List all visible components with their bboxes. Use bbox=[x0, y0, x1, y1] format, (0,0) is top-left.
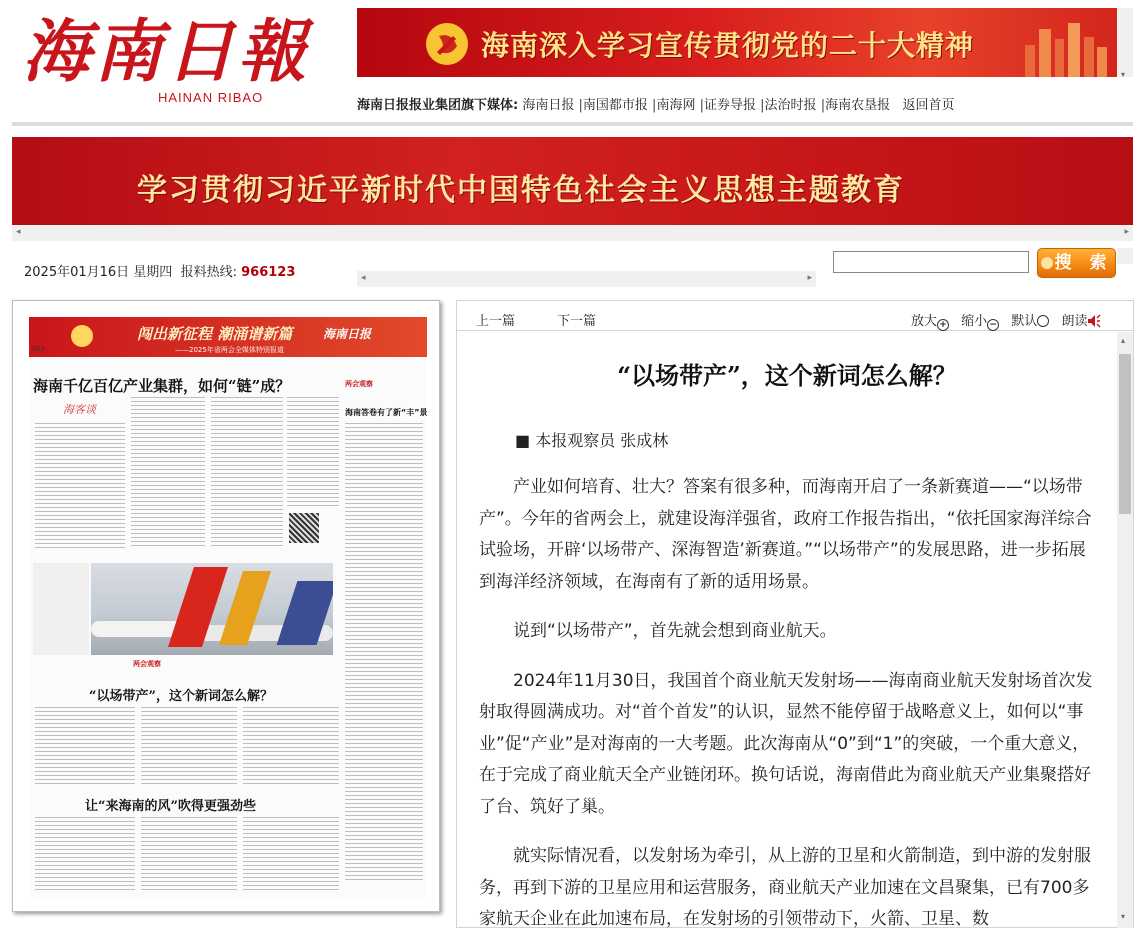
text-column bbox=[243, 707, 339, 785]
media-link-hainan-daily[interactable]: 海南日报 bbox=[522, 98, 575, 113]
logo-english: HAINAN RIBAO bbox=[158, 90, 264, 105]
search-scrollbar[interactable] bbox=[1117, 248, 1133, 264]
theme-education-banner[interactable] bbox=[12, 137, 1133, 225]
empty-circle-icon bbox=[1037, 315, 1049, 327]
media-link-nanguo-dushi[interactable]: 南国都市报 bbox=[582, 98, 648, 113]
minus-circle-icon: − bbox=[987, 319, 999, 331]
media-lead-label: 海南日报报业集团旗下媒体: bbox=[357, 98, 519, 113]
newspaper-photo bbox=[91, 563, 333, 655]
scroll-right-arrow-icon[interactable]: ▸ bbox=[807, 273, 812, 283]
search-button-label: 搜 索 bbox=[1054, 253, 1113, 273]
newspaper-section-header bbox=[29, 317, 427, 357]
newspaper-side-headline[interactable]: 海南答卷有了新“丰”景 bbox=[345, 408, 428, 417]
section-subtitle: ——2025年省两会全媒体特别报道 bbox=[175, 346, 284, 354]
search-button[interactable] bbox=[1037, 248, 1116, 278]
plus-circle-icon: + bbox=[937, 319, 949, 331]
text-column bbox=[35, 707, 135, 785]
scroll-left-arrow-icon[interactable]: ◂ bbox=[16, 227, 21, 237]
reading-tools bbox=[911, 310, 1109, 331]
newspaper-headline-3[interactable]: 让“来海南的风”吹得更强劲些 bbox=[85, 799, 256, 814]
qr-code-icon bbox=[289, 513, 319, 543]
zoom-in-label: 放大 bbox=[911, 314, 938, 329]
default-size-button[interactable] bbox=[1011, 310, 1049, 329]
link-separator: | bbox=[820, 98, 826, 113]
party-emblem-icon bbox=[425, 22, 469, 66]
home-link[interactable]: 返回首页 bbox=[902, 98, 955, 113]
hotline-label: 报料热线: bbox=[180, 265, 237, 280]
section-title: 闯出新征程 潮涌谱新篇 bbox=[137, 325, 293, 343]
scroll-left-arrow-icon[interactable]: ◂ bbox=[361, 273, 366, 283]
link-separator: | bbox=[760, 98, 765, 113]
zoom-out-button[interactable] bbox=[961, 310, 999, 331]
side-column-tag: 两会观察 bbox=[345, 380, 373, 388]
logo-chinese: 海南日報 bbox=[22, 12, 311, 92]
article-content[interactable] bbox=[457, 332, 1117, 928]
read-aloud-label: 朗读 bbox=[1061, 314, 1088, 329]
default-size-label: 默认 bbox=[1011, 314, 1038, 329]
article-paragraph: 2024年11月30日，我国首个商业航天发射场——海南商业航天发射场首次发射取得圆满成功。对“首个首发”的认识，显然不能停留于战略意义上，如何以“事业”促“产业”是对海南的一大考题。此次海南从“0”到“1”的突破，一个重大意义，在于完成了商业航天全产业链闭环。换句话说，海南借此为商业航天产业集聚搭好了台、筑好了巢。 bbox=[479, 670, 1093, 817]
newspaper-headline-2[interactable]: “以场带产”，这个新词怎么解？ bbox=[89, 689, 273, 704]
text-column bbox=[243, 817, 339, 891]
page-number: A03 bbox=[31, 345, 45, 353]
article-paragraph: 说到“以场带产”，首先就会想到商业航天。 bbox=[513, 621, 837, 641]
photo-caption-box bbox=[33, 563, 89, 655]
text-column bbox=[287, 397, 339, 509]
media-links-row bbox=[357, 94, 955, 112]
link-separator: | bbox=[578, 98, 583, 113]
scroll-down-arrow-icon[interactable]: ▾ bbox=[1121, 70, 1126, 79]
newspaper-page bbox=[29, 317, 427, 899]
site-logo[interactable] bbox=[22, 8, 332, 108]
article-panel bbox=[456, 300, 1134, 928]
next-article-link[interactable]: 下一篇 bbox=[557, 314, 597, 329]
date-scrollbar[interactable] bbox=[357, 271, 816, 287]
article-scrollbar[interactable] bbox=[1117, 332, 1133, 928]
text-column bbox=[35, 423, 125, 551]
current-date: 2025年01月16日 星期四 bbox=[24, 265, 173, 280]
link-separator: | bbox=[699, 98, 704, 113]
media-link-nongken[interactable]: 海南农垦报 bbox=[825, 98, 891, 113]
article-title: “以场带产”，这个新词怎么解？ bbox=[617, 361, 957, 390]
top-banner[interactable] bbox=[357, 8, 1117, 77]
column-seal: 海客谈 bbox=[63, 403, 96, 416]
header-divider bbox=[12, 122, 1133, 126]
search-input[interactable] bbox=[833, 251, 1029, 273]
banner2-scrollbar[interactable] bbox=[12, 225, 1133, 241]
text-column bbox=[141, 817, 237, 891]
emblem-icon bbox=[71, 325, 93, 347]
text-column bbox=[131, 397, 205, 547]
date-bar bbox=[24, 261, 295, 280]
speaker-icon bbox=[1087, 314, 1101, 328]
text-column bbox=[35, 817, 135, 891]
scrollbar-thumb[interactable] bbox=[1119, 354, 1131, 514]
link-separator: | bbox=[652, 98, 657, 113]
article-paragraph: 产业如何培育、壮大？答案有很多种，而海南开启了一条新赛道——“以场带产”。今年的省两会上，就建设海洋强省，政府工作报告指出，“依托国家海洋综合试验场，开辟‘以场带产、深海智造’新赛道。”“以场带产”的发展思路，进一步拓展到海洋经济领域，在海南有了新的适用场景。 bbox=[479, 477, 1092, 592]
text-column bbox=[345, 423, 423, 883]
article-paragraph: 就实际情况看，以发射场为牵引，从上游的卫星和火箭制造，到中游的发射服务，再到下游的卫星应用和运营服务，商业航天产业加速在文昌聚集，已有700多家航天企业在此加速布局，在发射场的引领带动下，火箭、卫星、数 bbox=[479, 846, 1091, 928]
theme-banner-text: 学习贯彻习近平新时代中国特色社会主义思想主题教育 bbox=[137, 173, 905, 208]
media-link-legal-times[interactable]: 法治时报 bbox=[764, 98, 817, 113]
scroll-up-arrow-icon[interactable]: ▴ bbox=[1121, 336, 1126, 345]
read-aloud-button[interactable] bbox=[1061, 310, 1101, 329]
article-toolbar bbox=[457, 301, 1133, 331]
media-link-securities[interactable]: 证券导报 bbox=[703, 98, 756, 113]
scroll-right-arrow-icon[interactable]: ▸ bbox=[1124, 227, 1129, 237]
article-byline: ■ 本报观察员 张成林 bbox=[515, 431, 669, 450]
text-column bbox=[141, 707, 237, 785]
search-icon bbox=[1041, 257, 1053, 269]
prev-article-link[interactable]: 上一篇 bbox=[476, 314, 516, 329]
zoom-in-button[interactable] bbox=[911, 310, 949, 331]
media-link-nanhai-net[interactable]: 南海网 bbox=[656, 98, 696, 113]
hotline-number: 966123 bbox=[241, 265, 296, 280]
skyline-icon bbox=[1021, 17, 1111, 77]
zoom-out-label: 缩小 bbox=[961, 314, 988, 329]
newspaper-mini-logo: 海南日报 bbox=[322, 327, 371, 341]
newspaper-headline-1[interactable]: 海南千亿百亿产业集群，如何“链”成？ bbox=[33, 377, 291, 395]
newspaper-page-thumbnail[interactable] bbox=[12, 300, 440, 912]
text-column bbox=[211, 397, 283, 547]
article-tag: 两会观察 bbox=[133, 660, 161, 668]
banner-scrollbar[interactable] bbox=[1117, 8, 1133, 77]
article-body bbox=[479, 472, 1097, 928]
scroll-down-arrow-icon[interactable]: ▾ bbox=[1121, 912, 1126, 921]
top-banner-text: 海南深入学习宣传贯彻党的二十大精神 bbox=[481, 29, 975, 62]
